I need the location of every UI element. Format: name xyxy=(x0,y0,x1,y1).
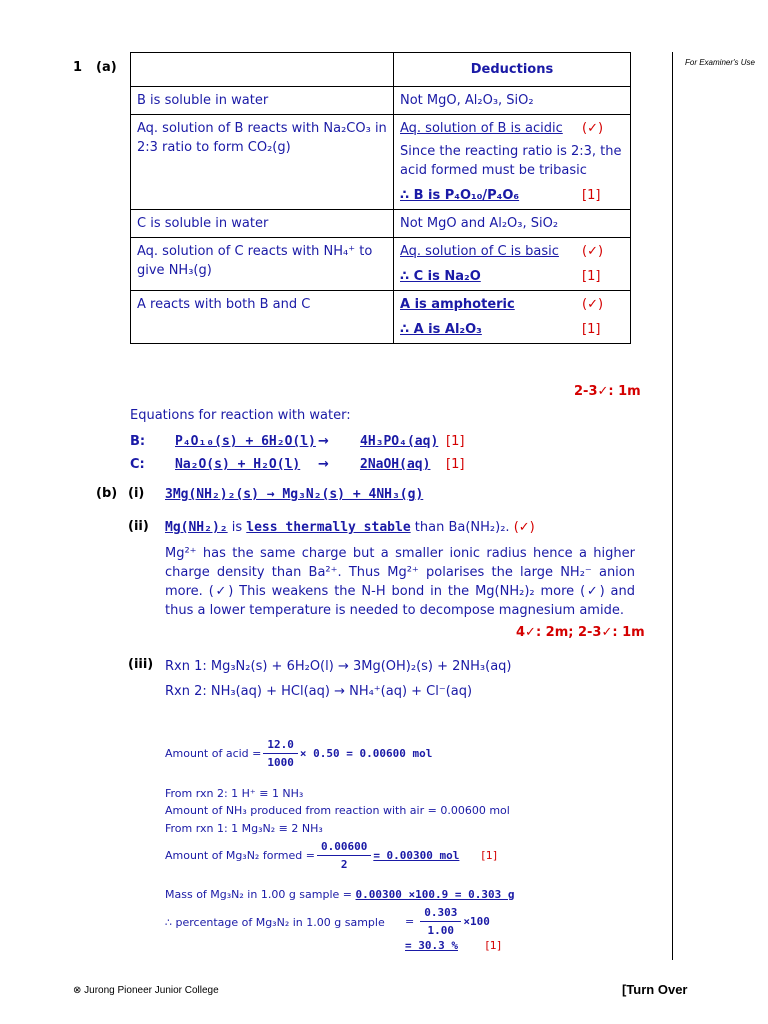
eq-c-rhs: 2NaOH(aq) xyxy=(360,457,431,472)
eq-b-rhs: 4H₃PO₄(aq) xyxy=(360,434,439,449)
part-a-mark: 2-3✓: 1m xyxy=(574,384,641,399)
b-ii-text: is xyxy=(227,520,247,535)
observation-cell: Aq. solution of B reacts with Na₂CO₃ in 2:3 ratio to form CO₂(g) xyxy=(131,115,394,210)
footer-turn-over: [Turn Over xyxy=(622,982,688,997)
table-header-left xyxy=(131,53,394,87)
deduction-text: Aq. solution of B is acidic xyxy=(400,121,563,136)
deduction-cell: Not MgO and Al₂O₃, SiO₂ xyxy=(394,210,631,238)
question-number: 1 xyxy=(73,60,83,75)
b-ii-text: than Ba(NH₂)₂. xyxy=(410,520,514,535)
observation-cell: C is soluble in water xyxy=(131,210,394,238)
mg3n2-numerator: 0.00600 xyxy=(317,838,371,856)
deduction-text: Since the reacting ratio is 2:3, the acid formed must be tribasic xyxy=(400,144,622,178)
deduction-cell xyxy=(394,238,631,291)
mark-label: [1] xyxy=(582,269,601,284)
percentage-calc xyxy=(405,904,490,939)
mark-label: [1] xyxy=(582,322,601,337)
rxn1-ratio: From rxn 1: 1 Mg₃N₂ ≡ 2 NH₃ xyxy=(165,822,323,835)
eq-c-label: C: xyxy=(130,457,145,472)
b-ii-explanation: Mg²⁺ has the same charge but a smaller ionic radius hence a higher charge density than Ba²⁺. Thus Mg²⁺ polarises the large NH₂⁻ anion more. (✓) This weakens the N-H bond in the Mg(NH₂)₂ more (✓) and thus a lower temperature is needed to decompose magnesium amide. xyxy=(165,546,635,618)
table-row xyxy=(131,210,631,238)
margin-rule xyxy=(672,52,673,960)
examiner-note: For Examiner's Use xyxy=(685,58,755,67)
eq-b-arrow: → xyxy=(318,434,329,449)
part-a-label: (a) xyxy=(96,60,117,75)
eq-b-mark: [1] xyxy=(446,434,465,449)
acid-fraction xyxy=(263,736,298,771)
eq-b-lhs: P₄O₁₀(s) + 6H₂O(l) xyxy=(175,434,316,449)
eq-b-label: B: xyxy=(130,434,146,449)
table-row xyxy=(131,238,631,291)
pct-multiplier: ×100 xyxy=(463,915,490,928)
tick-mark: (✓) xyxy=(582,297,604,312)
rxn1-equation: Rxn 1: Mg₃N₂(s) + 6H₂O(l) → 3Mg(OH)₂(s) + 2NH₃(aq) xyxy=(165,659,512,674)
acid-result: × 0.50 = 0.00600 mol xyxy=(299,747,433,760)
sub-ii-label: (ii) xyxy=(128,519,149,534)
mass-label: Mass of Mg₃N₂ in 1.00 g sample = xyxy=(165,888,356,901)
mg3n2-result: = 0.00300 mol xyxy=(373,849,460,862)
mg3n2-denominator: 2 xyxy=(340,858,348,871)
equations-intro: Equations for reaction with water: xyxy=(130,408,351,423)
mark-label: [1] xyxy=(481,849,497,862)
mark-label: [1] xyxy=(582,188,601,203)
pct-fraction xyxy=(420,904,461,939)
deduction-conclusion: ∴ C is Na₂O xyxy=(400,269,481,284)
deductions-table xyxy=(130,52,631,344)
footer-college: ⊗ Jurong Pioneer Junior College xyxy=(73,985,219,996)
table-header-deductions: Deductions xyxy=(394,53,631,87)
nh3-amount: Amount of NH₃ produced from reaction with air = 0.00600 mol xyxy=(165,804,510,817)
eq-c-arrow: → xyxy=(318,457,329,472)
deduction-conclusion: ∴ B is P₄O₁₀/P₄O₆ xyxy=(400,188,520,203)
acid-numerator: 12.0 xyxy=(263,736,298,754)
b-ii-statement xyxy=(165,518,535,537)
mg3n2-fraction xyxy=(317,838,371,873)
rxn2-equation: Rxn 2: NH₃(aq) + HCl(aq) → NH₄⁺(aq) + Cl⁻(aq) xyxy=(165,684,473,699)
deduction-cell xyxy=(394,291,631,344)
eq-c-lhs: Na₂O(s) + H₂O(l) xyxy=(175,457,301,472)
sub-iii-label: (iii) xyxy=(128,657,154,672)
part-b-ii-mark: 4✓: 2m; 2-3✓: 1m xyxy=(516,625,645,640)
pct-equals: = xyxy=(405,915,415,928)
mg3n2-amount-line xyxy=(165,838,497,873)
deduction-cell: Not MgO, Al₂O₃, SiO₂ xyxy=(394,87,631,115)
eq-c-mark: [1] xyxy=(446,457,465,472)
sub-i-label: (i) xyxy=(128,486,145,501)
rxn2-ratio: From rxn 2: 1 H⁺ ≡ 1 NH₃ xyxy=(165,787,304,800)
deduction-text: Aq. solution of C is basic xyxy=(400,244,559,259)
part-b-label: (b) xyxy=(96,486,118,501)
observation-cell: B is soluble in water xyxy=(131,87,394,115)
table-row xyxy=(131,87,631,115)
acid-amount-line xyxy=(165,736,432,771)
mass-line xyxy=(165,886,514,903)
table-row xyxy=(131,115,631,210)
deduction-cell xyxy=(394,115,631,210)
acid-label: Amount of acid = xyxy=(165,747,262,760)
mark-label: [1] xyxy=(485,939,502,952)
mass-value: 0.00300 ×100.9 = 0.303 g xyxy=(355,888,515,901)
percentage-result-line xyxy=(405,937,501,954)
b-ii-key: less thermally stable xyxy=(246,520,411,535)
b-i-equation: 3Mg(NH₂)₂(s) → Mg₃N₂(s) + 4NH₃(g) xyxy=(165,487,424,502)
percentage-result: = 30.3 % xyxy=(405,939,458,952)
table-row xyxy=(131,291,631,344)
deduction-conclusion: ∴ A is Al₂O₃ xyxy=(400,322,482,337)
mg3n2-label: Amount of Mg₃N₂ formed = xyxy=(165,849,315,862)
acid-denominator: 1000 xyxy=(267,756,294,769)
observation-cell: A reacts with both B and C xyxy=(131,291,394,344)
tick-mark: (✓) xyxy=(513,520,535,535)
pct-denominator: 1.00 xyxy=(427,924,455,937)
tick-mark: (✓) xyxy=(582,244,604,259)
tick-mark: (✓) xyxy=(582,121,604,136)
b-ii-formula: Mg(NH₂)₂ xyxy=(165,520,228,535)
pct-numerator: 0.303 xyxy=(420,904,461,922)
deduction-text: A is amphoteric xyxy=(400,297,515,312)
observation-cell: Aq. solution of C reacts with NH₄⁺ to give NH₃(g) xyxy=(131,238,394,291)
percentage-label: ∴ percentage of Mg₃N₂ in 1.00 g sample xyxy=(165,916,385,929)
